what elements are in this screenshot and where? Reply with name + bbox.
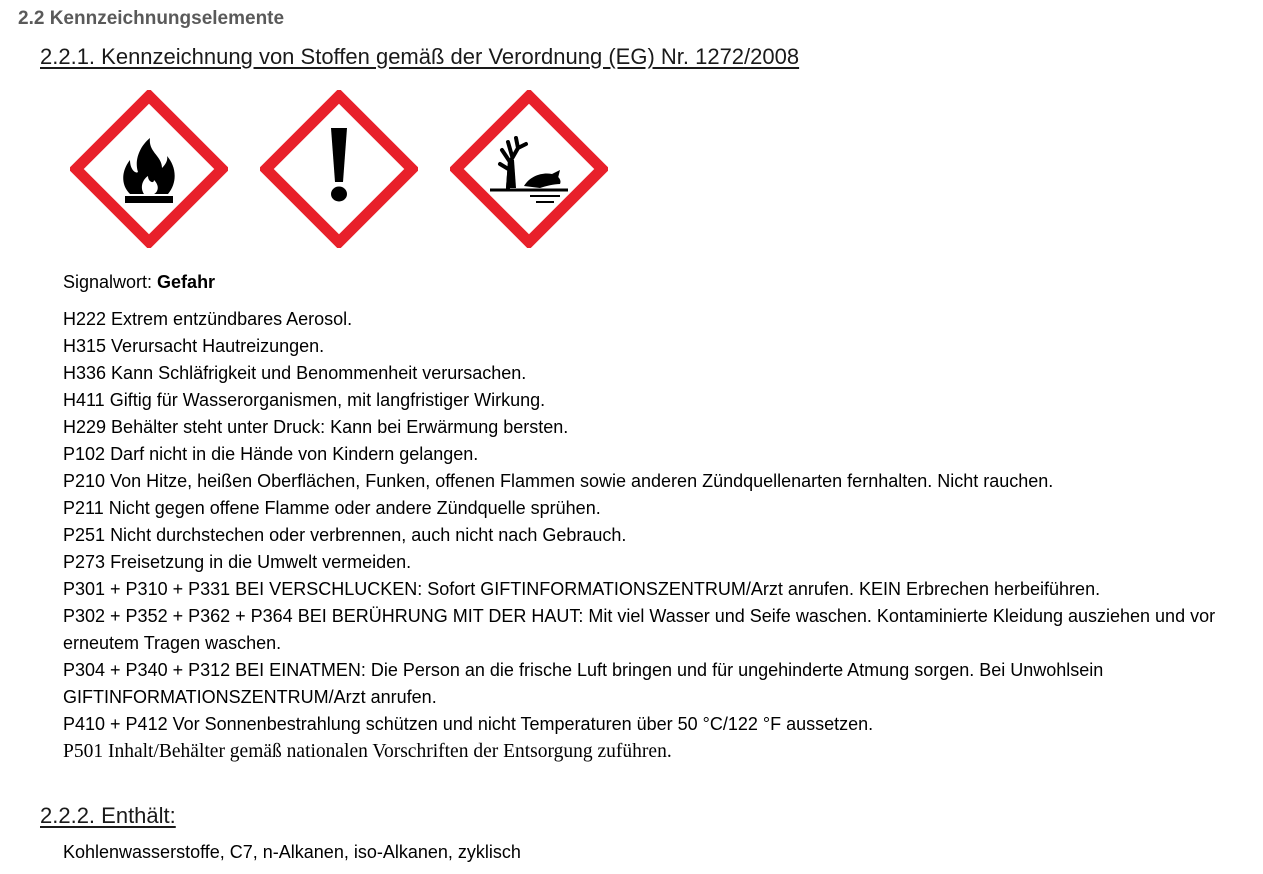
statement-item [63,495,1258,522]
exclamation-mark-icon [260,90,418,248]
statement-code: H411 [63,390,105,410]
statement-code: P251 [63,525,106,545]
flame-icon [70,90,228,248]
statement-text: Vor Sonnenbestrahlung schützen und nicht Temperaturen über 50 °C/122 °F aussetzen. [172,714,874,734]
statement-text: Inhalt/Behälter gemäß nationalen Vorschriften der Entsorgung zuführen. [107,741,672,762]
statement-text: Extrem entzündbares Aerosol. [111,309,353,329]
statement-item [63,333,1258,360]
statement-text: BEI VERSCHLUCKEN: Sofort GIFTINFORMATIONSZENTRUM/Arzt anrufen. KEIN Erbrechen herbeiführen. [235,579,1101,599]
statement-code: H336 [63,363,107,383]
statement-text: Giftig für Wasserorganismen, mit langfristiger Wirkung. [109,390,546,410]
statement-item [63,387,1258,414]
statement-code: P302 + P352 + P362 + P364 [63,606,293,626]
statement-text: Nicht gegen offene Flamme oder andere Zündquelle sprühen. [108,498,601,518]
statement-item [63,603,1258,657]
statement-code: P410 + P412 [63,714,168,734]
statement-code: P210 [63,471,106,491]
statement-item [63,711,1258,738]
statement-code: P102 [63,444,106,464]
statement-text: Behälter steht unter Druck: Kann bei Erwärmung bersten. [111,417,569,437]
statement-item [63,360,1258,387]
signal-word [63,272,215,293]
statement-item [63,522,1258,549]
statement-item [63,738,1258,765]
statement-code: P301 + P310 + P331 [63,579,231,599]
statement-text: BEI BERÜHRUNG MIT DER HAUT: Mit viel Wasser und Seife waschen. Kontaminierte Kleidung ausziehen und vor erneutem Tragen waschen. [63,606,1216,653]
statement-code: P273 [63,552,106,572]
statement-code: P501 [63,741,104,762]
section-title: 2.2 Kennzeichnungselemente [18,8,285,29]
statement-item [63,549,1258,576]
signal-word-value: Gefahr [157,272,216,292]
statement-code: H315 [63,336,107,356]
statement-item [63,468,1258,495]
statement-item [63,576,1258,603]
contains-text: Kohlenwasserstoffe, C7, n-Alkanen, iso-Alkanen, zyklisch [63,842,521,862]
signal-word-label: Signalwort: [63,272,158,292]
hazard-precautionary-statements [63,306,1258,765]
statement-item [63,306,1258,333]
statement-code: H222 [63,309,107,329]
statement-code: P211 [63,498,104,518]
statement-code: P304 + P340 + P312 [63,660,231,680]
statement-text: Verursacht Hautreizungen. [111,336,325,356]
statement-text: Freisetzung in die Umwelt vermeiden. [110,552,412,572]
statement-text: Von Hitze, heißen Oberflächen, Funken, offenen Flammen sowie anderen Zündquellenarten fernhalten. Nicht rauchen. [110,471,1054,491]
environment-hazard-icon [450,90,608,248]
statement-text: BEI EINATMEN: Die Person an die frische Luft bringen und für ungehinderte Atmung sorgen. Bei Unwohlsein GIFTINFORMATIONSZENTRUM/Arzt anrufen. [63,660,1104,707]
statement-item [63,441,1258,468]
statement-item [63,657,1258,711]
subsection-title-labelling: 2.2.1. Kennzeichnung von Stoffen gemäß der Verordnung (EG) Nr. 1272/2008 [40,44,800,69]
subsection-title-contains: 2.2.2. Enthält: [40,803,176,828]
statement-text: Nicht durchstechen oder verbrennen, auch nicht nach Gebrauch. [110,525,627,545]
statement-text: Darf nicht in die Hände von Kindern gelangen. [110,444,479,464]
statement-item [63,414,1258,441]
statement-code: H229 [63,417,107,437]
statement-text: Kann Schläfrigkeit und Benommenheit verursachen. [111,363,527,383]
